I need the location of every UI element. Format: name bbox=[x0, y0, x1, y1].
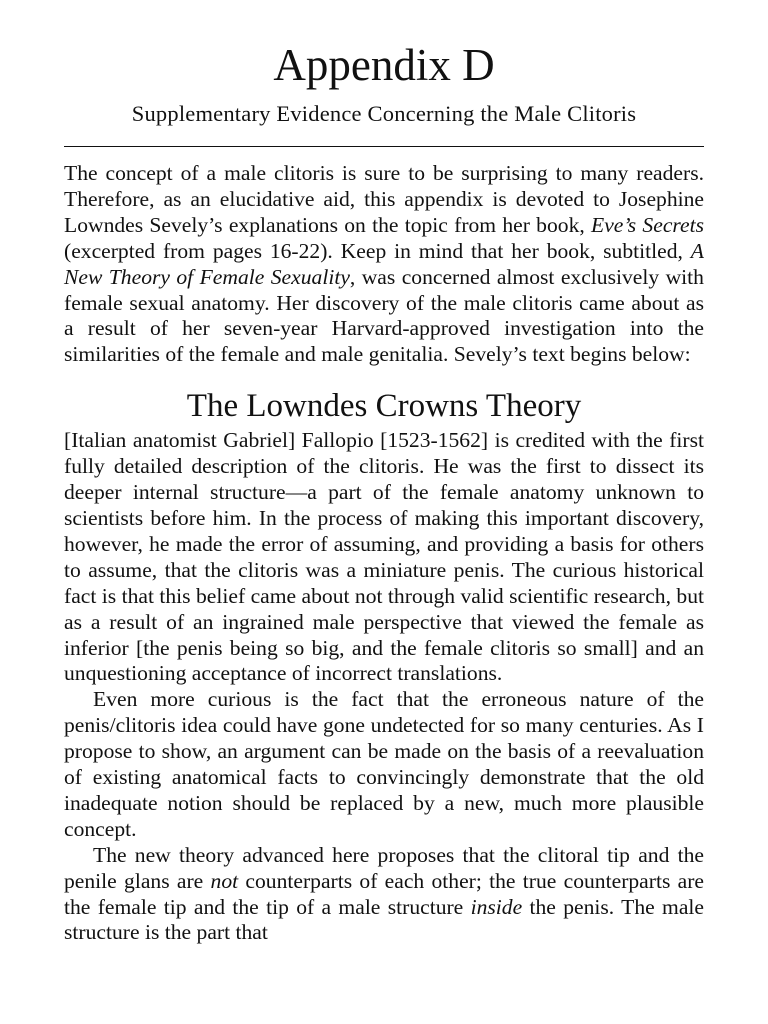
appendix-title: Appendix D bbox=[273, 40, 495, 90]
section-body bbox=[64, 428, 704, 946]
intro-text-2: (excerpted from pages 16-22). Keep in mind that her book, subtitled, bbox=[64, 238, 691, 263]
title-divider bbox=[64, 146, 704, 147]
book-subtitle: A New Theory of Female Sexuality bbox=[64, 238, 704, 289]
book-title: Eve’s Secrets bbox=[591, 212, 704, 237]
body-paragraph-1: [Italian anatomist Gabriel] Fallopio [1523-1562] is credited with the first fully detailed description of the clitoris. He was the first to dissect its deeper internal structure—a part of the female anatomy unknown to scientists before him. In the process of making this important discovery, however, he made the error of assuming, and providing a basis for others to assume, that the clitoris was a miniature penis. The curious historical fact is that this belief came about not through valid scientific research, but as a result of an ingrained male perspective that viewed the female as inferior [the penis being so big, and the female clitoris so small] and an unquestioning acceptance of incorrect translations. bbox=[64, 428, 704, 686]
appendix-subtitle: Supplementary Evidence Concerning the Male Clitoris bbox=[131, 101, 637, 126]
document-page bbox=[64, 0, 704, 946]
p3-text-3: the penis. The male structure is the part that bbox=[64, 894, 704, 945]
section-heading: The Lowndes Crowns Theory bbox=[186, 388, 582, 425]
p3-text-1: The new theory advanced here proposes that the clitoral tip and the penile glans are bbox=[64, 842, 704, 893]
intro-text-3: , was concerned almost exclusively with female sexual anatomy. Her discovery of the male clitoris came about as a result of her seven-year Harvard-approved investigation into the similarities of the female and male genitalia. Sevely’s text begins below: bbox=[64, 264, 704, 367]
intro-text-1: The concept of a male clitoris is sure to be surprising to many readers. Therefore, as an elucidative aid, this appendix is devoted to Josephine Lowndes Sevely’s explanations on the topic from her book, bbox=[64, 161, 704, 237]
body-paragraph-2: Even more curious is the fact that the erroneous nature of the penis/clitoris idea could have gone undetected for so many centuries. As I propose to show, an argument can be made on the basis of a reevaluation of existing anatomical facts to convincingly demonstrate that the old inadequate notion should be replaced by a new, much more plausible concept. bbox=[64, 687, 704, 841]
p3-text-2: counterparts of each other; the true counterparts are the female tip and the tip of a male structure bbox=[64, 868, 704, 919]
p3-emphasis-inside: inside bbox=[470, 894, 523, 919]
p3-emphasis-not: not bbox=[210, 868, 239, 893]
intro-paragraph bbox=[64, 161, 704, 368]
body-paragraph-3 bbox=[64, 843, 704, 947]
